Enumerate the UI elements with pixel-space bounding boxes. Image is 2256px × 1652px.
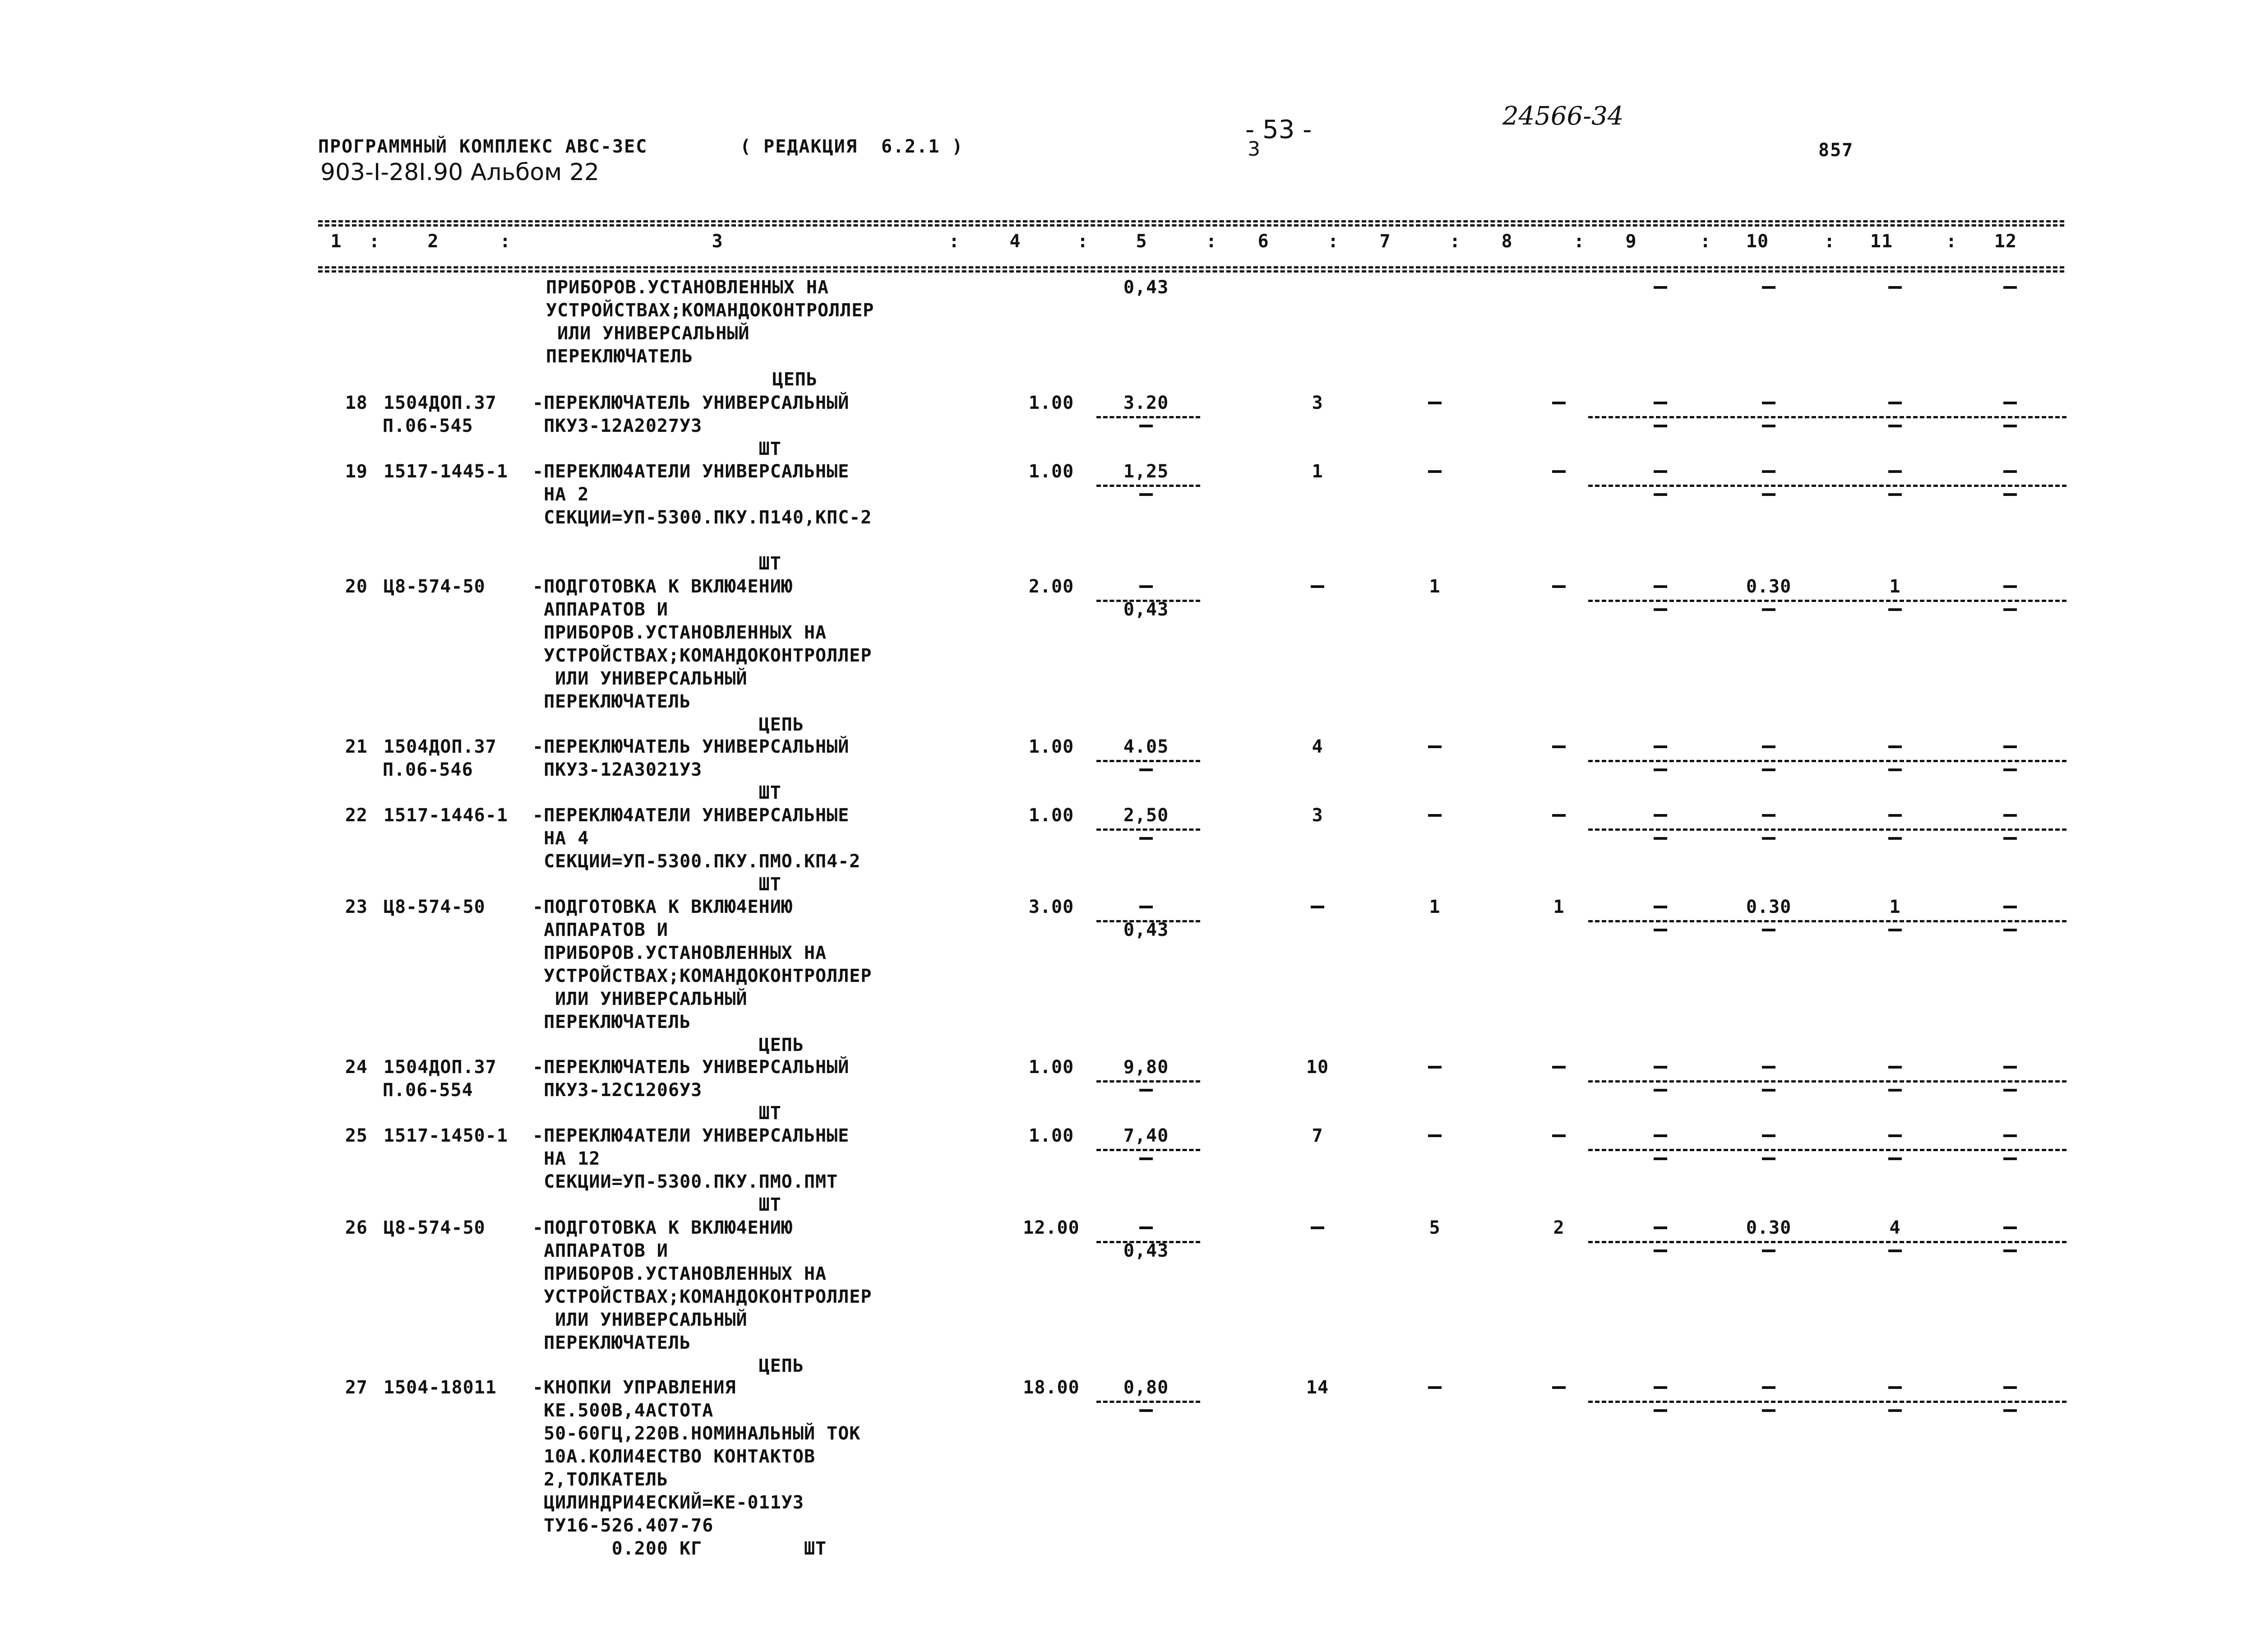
row-description-line: ЦЕПЬ [532,1035,804,1055]
c12-second [2003,1409,2017,1412]
column-header-2: 2 [427,231,439,252]
c9-value [1654,1134,1667,1137]
col4-quantity: 1.00 [1028,736,1074,757]
c11-second [1888,1089,1902,1092]
c10-second [1762,768,1775,771]
row-number: 27 [345,1377,368,1398]
col4-quantity: 1.00 [1028,1125,1074,1146]
row-description-line: -ПОДГОТОВКА К ВКЛЮ4ЕНИЮ [532,897,793,917]
row-description-line: УСТРОЙСТВАХ;КОМАНДОКОНТРОЛЛЕР [532,966,872,986]
c11-second [1888,837,1902,840]
c11-second [1888,1409,1902,1412]
row-description-line: ШТ [532,874,781,895]
col5-second: 0,43 [1123,599,1169,620]
row-code: Ц8-574-50 [384,576,485,597]
c12-value [2003,906,2017,908]
c10-value [1762,470,1775,473]
col4-quantity: 3.00 [1028,897,1074,917]
column-separator: : [1449,231,1461,252]
c11-value [1888,1134,1902,1137]
c9-value [1654,402,1667,404]
col7-value: 1 [1429,576,1441,597]
c12-value [2003,814,2017,817]
c10-second [1762,1409,1775,1412]
col4-quantity: 18.00 [1023,1377,1080,1398]
column-header-1: 1 [330,231,342,252]
col6-value: 14 [1306,1377,1329,1398]
continuation-line: ЦЕПЬ [546,369,818,390]
column-separator: : [1946,231,1957,252]
row-code: П.06-546 [383,759,473,780]
row-description-line: ШТ [532,553,781,574]
col5-second [1139,1157,1153,1160]
row-description-line: ШТ [532,1103,781,1124]
row-description-line: ТУ16-526.407-76 [532,1515,714,1536]
column-separator: : [948,231,960,252]
col7-value: 1 [1429,897,1441,917]
row-number: 18 [345,393,368,413]
row-description-line: -ПОДГОТОВКА К ВКЛЮ4ЕНИЮ [532,1217,793,1238]
c9-value [1654,814,1667,817]
c12-second [2003,929,2017,931]
row-number: 26 [345,1217,368,1238]
row-number: 22 [345,805,368,826]
row-code: 1517-1450-1 [384,1125,508,1146]
page-number: - 53 - [1245,115,1312,144]
c12-value [2003,1134,2017,1137]
c11-second [1888,493,1902,496]
c12-second [2003,837,2017,840]
col5-second [1139,1089,1153,1092]
page-sub: 3 [1248,138,1260,161]
col7-value [1428,402,1442,404]
c10-second [1762,608,1775,611]
c11-value [1888,1066,1902,1069]
row-description-line: АППАРАТОВ И [532,1240,668,1261]
col5-value: 3.20 [1123,393,1169,413]
c9-second [1654,425,1667,427]
row-description-line: -ПЕРЕКЛЮЧАТЕЛЬ УНИВЕРСАЛЬНЫЙ [532,393,850,413]
col4-quantity: 1.00 [1028,805,1074,826]
continuation-line: УСТРОЙСТВАХ;КОМАНДОКОНТРОЛЛЕР [546,300,874,321]
row-code: 1504ДОП.37 [384,393,497,413]
row-code: 1504-18011 [384,1377,497,1398]
col6-value: 10 [1306,1057,1329,1078]
column-header-8: 8 [1501,231,1513,252]
row-description-line: ЦЕПЬ [532,714,804,735]
right-underline [1588,760,2066,762]
row-number: 21 [345,736,368,757]
row-number: 24 [345,1057,368,1078]
col5-second [1139,768,1153,771]
c12-value [2003,745,2017,748]
c9-second [1654,768,1667,771]
c10-value [1762,814,1775,817]
row-description-line: 2,ТОЛКАТЕЛЬ [532,1469,668,1490]
row-description-line: НА 4 [532,828,589,849]
row-description-line: 10А.КОЛИ4ЕСТВО КОНТАКТОВ [532,1446,816,1467]
c11-second [1888,929,1902,931]
col4-quantity: 1.00 [1028,461,1074,482]
c9-value [1654,1226,1667,1229]
col5-value: 4.05 [1123,736,1169,757]
col5-value: 1,25 [1123,461,1169,482]
col5-underline [1096,416,1200,418]
right-underline [1588,920,2066,922]
col6-value: 3 [1312,393,1323,413]
col5-value: 2,50 [1123,805,1169,826]
row-description-line: ИЛИ УНИВЕРСАЛЬНЫЙ [532,668,748,689]
row-description-line: СЕКЦИИ=УП-5300.ПКУ.ПМО.ПМТ [532,1171,838,1192]
column-separator: : [369,231,380,252]
column-header-9: 9 [1625,231,1637,252]
col8-value [1552,814,1566,817]
row-description-line: СЕКЦИИ=УП-5300.ПКУ.ПМО.КП4-2 [532,851,861,872]
col8-value [1552,1134,1566,1137]
col5-second [1139,837,1153,840]
col5-value [1139,1226,1153,1229]
column-separator: : [1327,231,1339,252]
c12-second [2003,608,2017,611]
c11-value: 1 [1889,897,1901,917]
right-underline [1588,416,2066,418]
col4-quantity: 1.00 [1028,1057,1074,1078]
col8-value [1552,1386,1566,1389]
c11-second [1888,768,1902,771]
col7-value [1428,1134,1442,1137]
col6-value: 1 [1312,461,1323,482]
c12-second [2003,1157,2017,1160]
col5-second: 0,43 [1123,920,1169,940]
c12-second [2003,768,2017,771]
continuation-line: ПРИБОРОВ.УСТАНОВЛЕННЫХ НА [546,277,829,298]
c9-value [1654,906,1667,908]
continuation-c10 [1762,286,1775,289]
row-description-line: -ПЕРЕКЛЮ4АТЕЛИ УНИВЕРСАЛЬНЫЕ [532,805,850,826]
header-rule-top [318,220,2064,222]
row-code: П.06-554 [383,1080,473,1101]
col7-value [1428,470,1442,473]
c10-value: 0.30 [1746,1217,1792,1238]
col7-value: 5 [1429,1217,1441,1238]
album-title: 903-I-28I.90 Альбом 22 [320,159,600,186]
c9-value [1654,585,1667,588]
c10-second [1762,929,1775,931]
c10-value [1762,402,1775,404]
program-title: ПРОГРАММНЫЙ КОМПЛЕКС АВС-3ЕС [318,136,648,157]
c9-second [1654,1157,1667,1160]
c10-second [1762,837,1775,840]
c9-second [1654,1089,1667,1092]
row-description-line: ПЕРЕКЛЮЧАТЕЛЬ [532,691,691,712]
column-header-7: 7 [1379,231,1391,252]
row-number: 20 [345,576,368,597]
c9-value [1654,1386,1667,1389]
row-description-line: ЦЕПЬ [532,1356,804,1376]
column-header-3: 3 [712,231,723,252]
col6-value [1311,906,1324,908]
edition: ( РЕДАКЦИЯ 6.2.1 ) [740,136,964,157]
col8-value: 2 [1553,1217,1565,1238]
column-separator: : [1077,231,1089,252]
column-separator: : [499,231,511,252]
row-description-line: -ПЕРЕКЛЮ4АТЕЛИ УНИВЕРСАЛЬНЫЕ [532,1125,850,1146]
right-underline [1588,485,2066,487]
right-underline [1588,1080,2066,1083]
header-rule-top-2 [318,224,2064,227]
c10-second [1762,1089,1775,1092]
header-rule-bottom [318,266,2064,268]
continuation-c12 [2003,286,2017,289]
c10-value: 0.30 [1746,576,1792,597]
col4-quantity: 12.00 [1023,1217,1080,1238]
c10-second [1762,493,1775,496]
row-description-line: 50-60ГЦ,220В.НОМИНАЛЬНЫЙ ТОК [532,1423,861,1444]
column-header-4: 4 [1009,231,1021,252]
c11-value [1888,1386,1902,1389]
col5-value: 0,80 [1123,1377,1169,1398]
col6-value: 7 [1312,1125,1323,1146]
right-underline [1588,1401,2066,1403]
row-description-line: ЦИЛИНДРИ4ЕСКИЙ=КЕ-011У3 [532,1492,804,1513]
column-header-10: 10 [1746,231,1769,252]
column-header-11: 11 [1870,231,1893,252]
c10-value [1762,1386,1775,1389]
row-description-line: ПРИБОРОВ.УСТАНОВЛЕННЫХ НА [532,943,827,963]
c10-second [1762,1249,1775,1252]
c10-second [1762,1157,1775,1160]
row-code: 1517-1446-1 [384,805,508,826]
row-description-line: УСТРОЙСТВАХ;КОМАНДОКОНТРОЛЛЕР [532,645,872,666]
c12-value [2003,1066,2017,1069]
row-description-line: КЕ.500В,4АСТОТА [532,1400,714,1421]
col5-second [1139,425,1153,427]
row-description-line: ПРИБОРОВ.УСТАНОВЛЕННЫХ НА [532,1263,827,1284]
c9-value [1654,470,1667,473]
row-number: 25 [345,1125,368,1146]
row-description-line: ПКУ3-12С1206У3 [532,1080,703,1101]
row-description-line: НА 2 [532,484,589,505]
c12-value [2003,585,2017,588]
row-description-line: ПЕРЕКЛЮЧАТЕЛЬ [532,1333,691,1353]
c11-second [1888,608,1902,611]
row-description-line: ПЕРЕКЛЮЧАТЕЛЬ [532,1012,691,1032]
right-underline [1588,828,2066,831]
c10-value [1762,1134,1775,1137]
c9-second [1654,1409,1667,1412]
row-description-line: 0.200 КГ ШТ [532,1538,827,1559]
c9-second [1654,1249,1667,1252]
c10-value [1762,745,1775,748]
row-description-line: АППАРАТОВ И [532,920,668,940]
col5-underline [1096,485,1200,487]
col5-value: 7,40 [1123,1125,1169,1146]
row-description-line: АППАРАТОВ И [532,599,668,620]
row-code: Ц8-574-50 [384,1217,485,1238]
col6-value [1311,1226,1324,1229]
col5-second [1139,1409,1153,1412]
column-separator: : [1824,231,1835,252]
col8-value [1552,1066,1566,1069]
header-rule-bottom-2 [318,270,2064,273]
col4-quantity: 1.00 [1028,393,1074,413]
col5-second: 0,43 [1123,1240,1169,1261]
row-description-line: ПРИБОРОВ.УСТАНОВЛЕННЫХ НА [532,622,827,643]
col8-value [1552,470,1566,473]
c9-second [1654,929,1667,931]
sheet-number: 857 [1818,140,1854,161]
handwritten-code: 24566-34 [1502,102,1624,131]
row-code: 1504ДОП.37 [384,1057,497,1078]
c11-value [1888,470,1902,473]
column-separator: : [1573,231,1585,252]
row-description-line: ИЛИ УНИВЕРСАЛЬНЫЙ [532,989,748,1009]
col8-value [1552,585,1566,588]
c11-second [1888,1249,1902,1252]
row-description-line: -КНОПКИ УПРАВЛЕНИЯ [532,1377,736,1398]
row-description-line: ШТ [532,439,781,459]
c12-second [2003,493,2017,496]
col7-value [1428,1386,1442,1389]
col6-value: 3 [1312,805,1323,826]
col5-underline [1096,1401,1200,1403]
c10-second [1762,425,1775,427]
row-description-line: ПКУ3-12А3021У3 [532,759,703,780]
c12-second [2003,1249,2017,1252]
c12-value [2003,1226,2017,1229]
col5-underline [1096,760,1200,762]
col4-quantity: 2.00 [1028,576,1074,597]
c11-value [1888,814,1902,817]
c11-value [1888,745,1902,748]
c11-second [1888,425,1902,427]
c12-value [2003,402,2017,404]
continuation-line: ПЕРЕКЛЮЧАТЕЛЬ [546,346,693,367]
col5-underline [1096,1149,1200,1151]
col6-value: 4 [1312,736,1323,757]
c12-value [2003,1386,2017,1389]
col5-underline [1096,1080,1200,1083]
row-description-line: НА 12 [532,1148,601,1169]
row-description-line: СЕКЦИИ=УП-5300.ПКУ.П140,КПС-2 [532,507,872,528]
c9-value [1654,1066,1667,1069]
c12-value [2003,470,2017,473]
col5-value [1139,585,1153,588]
row-description-line: ШТ [532,1194,781,1215]
row-description-line: -ПЕРЕКЛЮ4АТЕЛИ УНИВЕРСАЛЬНЫЕ [532,461,850,482]
continuation-c11 [1888,286,1902,289]
col8-value [1552,745,1566,748]
column-header-12: 12 [1994,231,2017,252]
col5-value: 9,80 [1123,1057,1169,1078]
row-description-line: ИЛИ УНИВЕРСАЛЬНЫЙ [532,1310,748,1330]
c9-second [1654,837,1667,840]
column-header-5: 5 [1136,231,1147,252]
col5-underline [1096,828,1200,831]
row-number: 23 [345,897,368,917]
column-separator: : [1206,231,1217,252]
continuation-line: ИЛИ УНИВЕРСАЛЬНЫЙ [546,323,750,344]
c12-second [2003,425,2017,427]
col7-value [1428,814,1442,817]
row-description-line: ПКУ3-12А2027У3 [532,416,703,436]
c9-second [1654,493,1667,496]
col5-value [1139,906,1153,908]
c10-value [1762,1066,1775,1069]
c11-value: 4 [1889,1217,1901,1238]
c9-value [1654,745,1667,748]
row-code: 1517-1445-1 [384,461,508,482]
col6-value [1311,585,1324,588]
c12-second [2003,1089,2017,1092]
col5-second [1139,493,1153,496]
right-underline [1588,1149,2066,1151]
continuation-c9 [1654,286,1667,289]
column-separator: : [1700,231,1711,252]
col7-value [1428,1066,1442,1069]
row-code: Ц8-574-50 [384,897,485,917]
col8-value [1552,402,1566,404]
column-header-6: 6 [1257,231,1269,252]
row-description-line: -ПЕРЕКЛЮЧАТЕЛЬ УНИВЕРСАЛЬНЫЙ [532,736,850,757]
c10-value: 0.30 [1746,897,1792,917]
row-code: П.06-545 [383,416,473,436]
c9-second [1654,608,1667,611]
c11-second [1888,1157,1902,1160]
right-underline [1588,1241,2066,1243]
c11-value: 1 [1889,576,1901,597]
row-description-line: ШТ [532,782,781,803]
col7-value [1428,745,1442,748]
row-description-line: -ПОДГОТОВКА К ВКЛЮ4ЕНИЮ [532,576,793,597]
continuation-col5: 0,43 [1123,277,1169,298]
c11-value [1888,402,1902,404]
row-description-line: -ПЕРЕКЛЮЧАТЕЛЬ УНИВЕРСАЛЬНЫЙ [532,1057,850,1078]
row-number: 19 [345,461,368,482]
row-description-line: УСТРОЙСТВАХ;КОМАНДОКОНТРОЛЛЕР [532,1286,872,1307]
row-code: 1504ДОП.37 [384,736,497,757]
right-underline [1588,600,2066,602]
col8-value: 1 [1553,897,1565,917]
